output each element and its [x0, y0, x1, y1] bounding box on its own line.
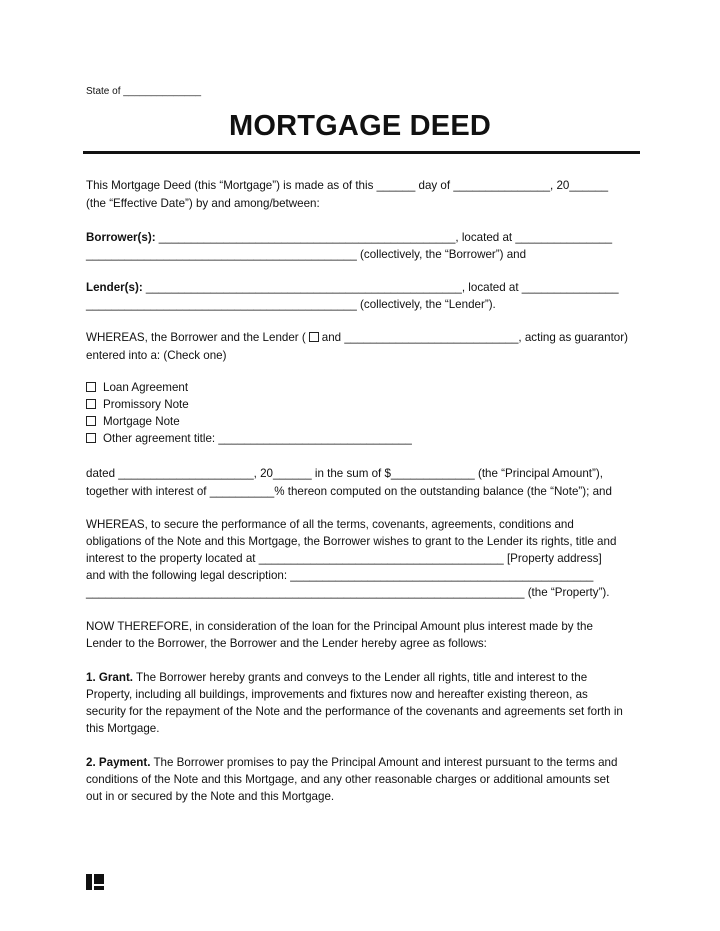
option-label: Promissory Note	[103, 398, 189, 411]
borrower-label: Borrower(s):	[86, 231, 156, 244]
grant-line-3: security for the repayment of the Note and the performance of the covenants and agreements set forth in	[86, 705, 623, 718]
option-promissory-note	[86, 398, 189, 412]
whereas-2-line-5	[86, 586, 610, 600]
state-line: State of ______________	[86, 86, 202, 97]
option-label: Other agreement title: ______________________________	[103, 432, 412, 445]
lender-location: , located at _______________	[461, 281, 619, 294]
legal-description-blank: ____________________________________________________________________	[86, 586, 525, 599]
borrower-line-2: __________________________________________ (collectively, the “Borrower”) and	[86, 248, 527, 261]
option-other-agreement	[86, 432, 412, 446]
grant-line-4: this Mortgage.	[86, 722, 160, 735]
borrower-name-blank: ______________________________________________	[155, 231, 456, 244]
whereas-1-end: and ___________________________, acting as guarantor)	[321, 331, 628, 344]
lender-label: Lender(s):	[86, 281, 143, 294]
lender-line-2: __________________________________________ (collectively, the “Lender”).	[86, 298, 496, 311]
dated-line-1: dated _____________________, 20______ in the sum of $_____________ (the “Principal Amount”),	[86, 467, 603, 480]
whereas-2-line-4: and with the following legal description: _______________________________________________	[86, 569, 594, 582]
payment-heading: 2. Payment.	[86, 756, 151, 769]
document-title: MORTGAGE DEED	[229, 110, 491, 142]
intro-line-1: This Mortgage Deed (this “Mortgage”) is made as of this ______ day of _______________, 20______	[86, 179, 609, 192]
payment-line-3: out in or secured by the Note and this Mortgage.	[86, 790, 335, 803]
now-therefore-line-1: NOW THEREFORE, in consideration of the loan for the Principal Amount plus interest made by the	[86, 620, 593, 633]
lender-name-blank: _________________________________________________	[142, 281, 462, 294]
title-divider	[83, 151, 640, 154]
now-therefore-line-2: Lender to the Borrower, the Borrower and the Lender hereby agree as follows:	[86, 637, 487, 650]
grant-heading: 1. Grant.	[86, 671, 134, 684]
intro-line-2: (the “Effective Date”) by and among/between:	[86, 197, 320, 210]
whereas-2-line-2: obligations of the Note and this Mortgage, the Borrower wishes to grant to the Lender its rights, title and	[86, 535, 617, 548]
whereas-1-start: WHEREAS, the Borrower and the Lender (	[86, 331, 306, 344]
whereas-2-line-1: WHEREAS, to secure the performance of all the terms, covenants, agreements, conditions and	[86, 518, 574, 531]
option-label: Loan Agreement	[103, 381, 189, 394]
payment-text: The Borrower promises to pay the Principal Amount and interest pursuant to the terms and	[150, 756, 618, 769]
borrower-line-1	[86, 231, 612, 245]
document-logo-icon	[86, 874, 104, 890]
option-mortgage-note	[86, 415, 180, 429]
grant-line-1	[86, 671, 587, 685]
dated-line-2: together with interest of __________% thereon computed on the outstanding balance (the “Note”); and	[86, 485, 612, 498]
other-agreement-checkbox[interactable]	[86, 433, 96, 443]
promissory-note-checkbox[interactable]	[86, 399, 96, 409]
grant-line-2: Property, including all buildings, improvements and fixtures now and hereafter existing thereon, as	[86, 688, 588, 701]
payment-line-2: conditions of the Note and this Mortgage, and any other reasonable charges or additional amounts set	[86, 773, 610, 786]
payment-line-1	[86, 756, 617, 770]
option-label: Mortgage Note	[103, 415, 180, 428]
whereas-1-line-1	[86, 331, 628, 345]
property-definition: (the “Property”).	[524, 586, 610, 599]
borrower-location: , located at _______________	[455, 231, 613, 244]
guarantor-checkbox[interactable]	[309, 332, 319, 342]
option-loan-agreement	[86, 381, 188, 395]
loan-agreement-checkbox[interactable]	[86, 382, 96, 392]
grant-text: The Borrower hereby grants and conveys to the Lender all rights, title and interest to the	[133, 671, 588, 684]
whereas-1-line-2: entered into a: (Check one)	[86, 349, 227, 362]
whereas-2-line-3: interest to the property located at ______________________________________ [Property address]	[86, 552, 602, 565]
lender-line-1	[86, 281, 619, 295]
mortgage-note-checkbox[interactable]	[86, 416, 96, 426]
